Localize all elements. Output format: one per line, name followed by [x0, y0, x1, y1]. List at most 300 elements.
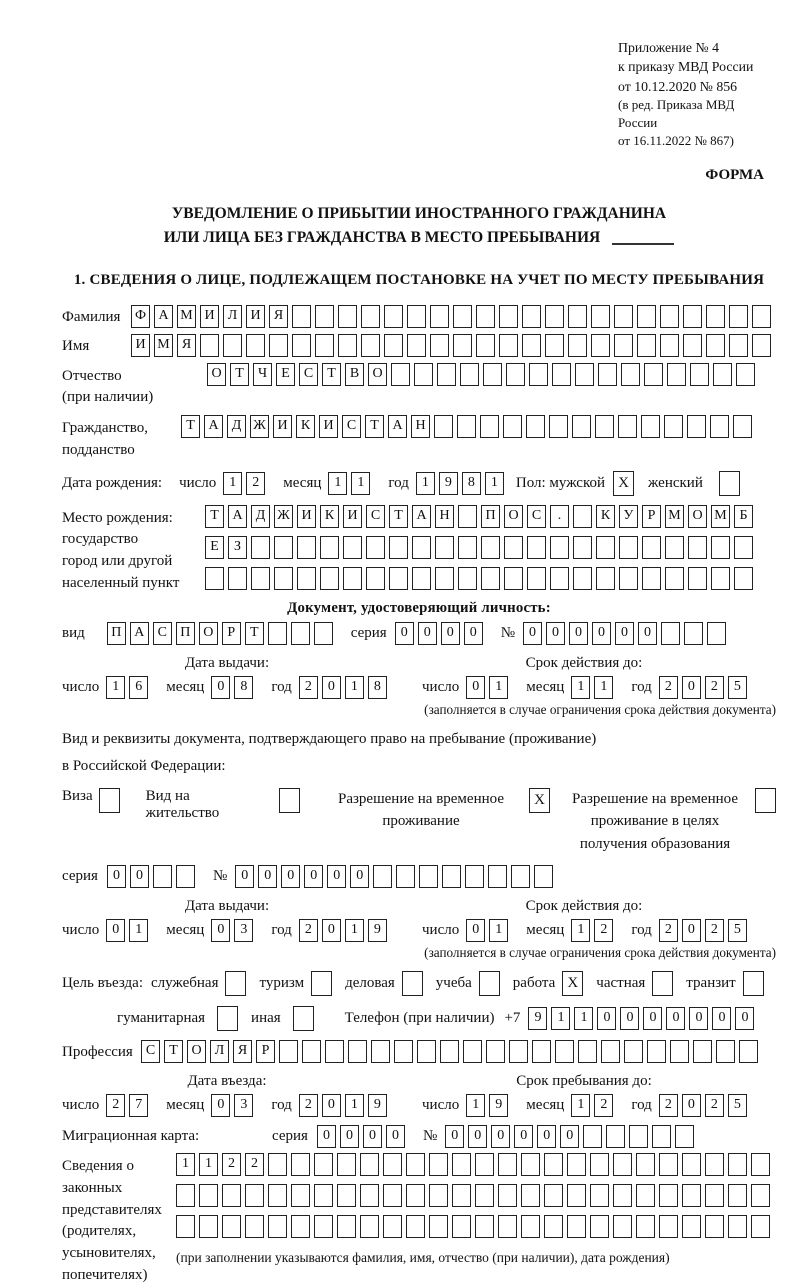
char-cell[interactable] — [498, 1215, 517, 1238]
char-cell[interactable] — [442, 865, 461, 888]
char-cell[interactable] — [613, 1153, 632, 1176]
char-cell[interactable]: 5 — [728, 1094, 747, 1117]
char-cell[interactable] — [457, 415, 476, 438]
char-cell[interactable] — [314, 1215, 333, 1238]
char-cell[interactable]: А — [228, 505, 247, 528]
char-cell[interactable] — [521, 1153, 540, 1176]
char-cell[interactable] — [499, 305, 518, 328]
char-cell[interactable]: 2 — [659, 676, 678, 699]
char-cell[interactable]: 0 — [712, 1007, 731, 1030]
char-cell[interactable] — [527, 567, 546, 590]
char-cell[interactable] — [661, 622, 680, 645]
char-cell[interactable]: 1 — [176, 1153, 195, 1176]
char-cell[interactable] — [245, 1215, 264, 1238]
char-cell[interactable] — [751, 1184, 770, 1207]
char-cell[interactable]: 1 — [571, 1094, 590, 1117]
char-cell[interactable]: 2 — [594, 919, 613, 942]
char-cell[interactable] — [642, 536, 661, 559]
char-cell[interactable]: 1 — [351, 472, 370, 495]
char-cell[interactable] — [687, 415, 706, 438]
char-cell[interactable]: 1 — [129, 919, 148, 942]
char-cell[interactable] — [222, 1215, 241, 1238]
char-cell[interactable]: К — [296, 415, 315, 438]
char-cell[interactable]: О — [187, 1040, 206, 1063]
char-cell[interactable] — [504, 536, 523, 559]
char-cell[interactable]: 0 — [317, 1125, 336, 1148]
char-cell[interactable]: С — [527, 505, 546, 528]
char-cell[interactable] — [371, 1040, 390, 1063]
residence-permit-checkbox[interactable] — [279, 788, 300, 813]
char-cell[interactable] — [414, 363, 433, 386]
char-cell[interactable]: 0 — [281, 865, 300, 888]
char-cell[interactable]: 0 — [682, 919, 701, 942]
char-cell[interactable]: Б — [734, 505, 753, 528]
char-cell[interactable] — [360, 1153, 379, 1176]
char-cell[interactable] — [406, 1215, 425, 1238]
char-cell[interactable]: Д — [227, 415, 246, 438]
char-cell[interactable]: 0 — [258, 865, 277, 888]
char-cell[interactable]: С — [366, 505, 385, 528]
char-cell[interactable] — [683, 305, 702, 328]
char-cell[interactable] — [606, 1125, 625, 1148]
char-cell[interactable] — [544, 1215, 563, 1238]
char-cell[interactable] — [406, 1153, 425, 1176]
char-cell[interactable] — [752, 305, 771, 328]
char-cell[interactable]: Ж — [274, 505, 293, 528]
char-cell[interactable]: 2 — [659, 1094, 678, 1117]
char-cell[interactable]: 0 — [638, 622, 657, 645]
char-cell[interactable] — [407, 334, 426, 357]
char-cell[interactable]: 1 — [345, 919, 364, 942]
purpose-official-checkbox[interactable] — [225, 971, 246, 996]
char-cell[interactable]: М — [711, 505, 730, 528]
char-cell[interactable]: 9 — [489, 1094, 508, 1117]
char-cell[interactable]: 0 — [560, 1125, 579, 1148]
char-cell[interactable] — [453, 334, 472, 357]
char-cell[interactable] — [268, 1215, 287, 1238]
char-cell[interactable] — [480, 415, 499, 438]
char-cell[interactable] — [384, 305, 403, 328]
char-cell[interactable] — [729, 334, 748, 357]
char-cell[interactable]: 0 — [523, 622, 542, 645]
char-cell[interactable] — [292, 305, 311, 328]
char-cell[interactable] — [591, 305, 610, 328]
char-cell[interactable] — [315, 334, 334, 357]
char-cell[interactable]: 0 — [350, 865, 369, 888]
char-cell[interactable] — [251, 536, 270, 559]
char-cell[interactable] — [682, 1153, 701, 1176]
char-cell[interactable]: 0 — [466, 919, 485, 942]
char-cell[interactable] — [475, 1184, 494, 1207]
char-cell[interactable] — [297, 567, 316, 590]
char-cell[interactable]: 1 — [199, 1153, 218, 1176]
char-cell[interactable] — [706, 305, 725, 328]
char-cell[interactable] — [642, 567, 661, 590]
char-cell[interactable] — [526, 415, 545, 438]
char-cell[interactable]: И — [200, 305, 219, 328]
char-cell[interactable] — [337, 1215, 356, 1238]
char-cell[interactable] — [532, 1040, 551, 1063]
char-cell[interactable] — [268, 622, 287, 645]
char-cell[interactable] — [667, 363, 686, 386]
char-cell[interactable] — [637, 334, 656, 357]
char-cell[interactable] — [590, 1215, 609, 1238]
char-cell[interactable]: С — [153, 622, 172, 645]
char-cell[interactable]: . — [550, 505, 569, 528]
char-cell[interactable]: Л — [223, 305, 242, 328]
char-cell[interactable] — [568, 305, 587, 328]
char-cell[interactable] — [728, 1215, 747, 1238]
char-cell[interactable] — [274, 536, 293, 559]
char-cell[interactable]: 5 — [728, 676, 747, 699]
char-cell[interactable]: 0 — [130, 865, 149, 888]
char-cell[interactable]: 7 — [129, 1094, 148, 1117]
char-cell[interactable]: 0 — [597, 1007, 616, 1030]
char-cell[interactable] — [338, 305, 357, 328]
char-cell[interactable] — [476, 334, 495, 357]
char-cell[interactable] — [302, 1040, 321, 1063]
char-cell[interactable]: О — [199, 622, 218, 645]
char-cell[interactable] — [394, 1040, 413, 1063]
char-cell[interactable] — [486, 1040, 505, 1063]
char-cell[interactable] — [728, 1153, 747, 1176]
purpose-transit-checkbox[interactable] — [743, 971, 764, 996]
char-cell[interactable] — [652, 1125, 671, 1148]
char-cell[interactable] — [429, 1215, 448, 1238]
temp-residence-education-checkbox[interactable] — [755, 788, 776, 813]
char-cell[interactable]: 8 — [368, 676, 387, 699]
char-cell[interactable]: 1 — [551, 1007, 570, 1030]
char-cell[interactable]: С — [141, 1040, 160, 1063]
char-cell[interactable]: 2 — [245, 1153, 264, 1176]
char-cell[interactable] — [246, 334, 265, 357]
char-cell[interactable] — [734, 567, 753, 590]
char-cell[interactable]: 0 — [441, 622, 460, 645]
char-cell[interactable] — [314, 1184, 333, 1207]
char-cell[interactable] — [245, 1184, 264, 1207]
char-cell[interactable] — [682, 1215, 701, 1238]
char-cell[interactable]: Я — [177, 334, 196, 357]
char-cell[interactable]: 0 — [235, 865, 254, 888]
char-cell[interactable] — [729, 305, 748, 328]
char-cell[interactable]: 0 — [304, 865, 323, 888]
char-cell[interactable]: 0 — [546, 622, 565, 645]
char-cell[interactable] — [688, 567, 707, 590]
char-cell[interactable]: О — [207, 363, 226, 386]
char-cell[interactable] — [544, 1153, 563, 1176]
char-cell[interactable]: 0 — [537, 1125, 556, 1148]
char-cell[interactable] — [338, 334, 357, 357]
char-cell[interactable]: М — [177, 305, 196, 328]
char-cell[interactable] — [429, 1184, 448, 1207]
char-cell[interactable] — [460, 363, 479, 386]
char-cell[interactable]: 3 — [234, 919, 253, 942]
char-cell[interactable] — [429, 1153, 448, 1176]
char-cell[interactable]: 5 — [728, 919, 747, 942]
char-cell[interactable] — [568, 334, 587, 357]
char-cell[interactable] — [529, 363, 548, 386]
char-cell[interactable] — [291, 1215, 310, 1238]
char-cell[interactable] — [567, 1184, 586, 1207]
char-cell[interactable]: 2 — [222, 1153, 241, 1176]
char-cell[interactable] — [636, 1215, 655, 1238]
char-cell[interactable] — [660, 305, 679, 328]
char-cell[interactable]: 0 — [464, 622, 483, 645]
char-cell[interactable] — [223, 334, 242, 357]
char-cell[interactable] — [572, 415, 591, 438]
char-cell[interactable] — [251, 567, 270, 590]
char-cell[interactable] — [268, 1153, 287, 1176]
char-cell[interactable]: Н — [411, 415, 430, 438]
char-cell[interactable] — [435, 536, 454, 559]
char-cell[interactable]: 0 — [592, 622, 611, 645]
char-cell[interactable] — [373, 865, 392, 888]
char-cell[interactable] — [573, 505, 592, 528]
char-cell[interactable]: 0 — [211, 919, 230, 942]
char-cell[interactable] — [736, 363, 755, 386]
char-cell[interactable] — [458, 536, 477, 559]
char-cell[interactable] — [684, 622, 703, 645]
char-cell[interactable] — [481, 567, 500, 590]
char-cell[interactable] — [498, 1184, 517, 1207]
char-cell[interactable] — [545, 305, 564, 328]
char-cell[interactable]: 0 — [327, 865, 346, 888]
char-cell[interactable]: 1 — [466, 1094, 485, 1117]
char-cell[interactable] — [503, 415, 522, 438]
char-cell[interactable]: 0 — [395, 622, 414, 645]
char-cell[interactable] — [383, 1153, 402, 1176]
char-cell[interactable] — [573, 567, 592, 590]
char-cell[interactable]: 1 — [345, 676, 364, 699]
char-cell[interactable] — [683, 334, 702, 357]
char-cell[interactable] — [751, 1215, 770, 1238]
char-cell[interactable]: 1 — [345, 1094, 364, 1117]
char-cell[interactable]: Н — [435, 505, 454, 528]
char-cell[interactable] — [664, 415, 683, 438]
char-cell[interactable] — [613, 1215, 632, 1238]
char-cell[interactable] — [407, 305, 426, 328]
char-cell[interactable] — [488, 865, 507, 888]
char-cell[interactable] — [315, 305, 334, 328]
char-cell[interactable] — [458, 567, 477, 590]
char-cell[interactable]: Т — [181, 415, 200, 438]
char-cell[interactable]: Е — [205, 536, 224, 559]
char-cell[interactable] — [498, 1153, 517, 1176]
sex-male-checkbox[interactable]: X — [613, 471, 634, 496]
char-cell[interactable] — [567, 1215, 586, 1238]
char-cell[interactable]: А — [412, 505, 431, 528]
char-cell[interactable] — [614, 334, 633, 357]
char-cell[interactable]: Т — [389, 505, 408, 528]
char-cell[interactable]: 0 — [418, 622, 437, 645]
char-cell[interactable]: Р — [222, 622, 241, 645]
char-cell[interactable] — [522, 334, 541, 357]
char-cell[interactable] — [320, 567, 339, 590]
char-cell[interactable]: 9 — [439, 472, 458, 495]
char-cell[interactable] — [621, 363, 640, 386]
char-cell[interactable] — [452, 1184, 471, 1207]
char-cell[interactable] — [705, 1153, 724, 1176]
char-cell[interactable] — [521, 1215, 540, 1238]
char-cell[interactable] — [601, 1040, 620, 1063]
char-cell[interactable] — [475, 1215, 494, 1238]
char-cell[interactable]: И — [273, 415, 292, 438]
char-cell[interactable]: Ж — [250, 415, 269, 438]
char-cell[interactable] — [437, 363, 456, 386]
char-cell[interactable] — [598, 363, 617, 386]
char-cell[interactable]: М — [154, 334, 173, 357]
char-cell[interactable] — [440, 1040, 459, 1063]
char-cell[interactable] — [675, 1125, 694, 1148]
char-cell[interactable] — [578, 1040, 597, 1063]
visa-checkbox[interactable] — [99, 788, 120, 813]
purpose-other-checkbox[interactable] — [293, 1006, 314, 1031]
char-cell[interactable]: Т — [245, 622, 264, 645]
char-cell[interactable]: 0 — [363, 1125, 382, 1148]
char-cell[interactable] — [506, 363, 525, 386]
char-cell[interactable] — [636, 1184, 655, 1207]
char-cell[interactable] — [417, 1040, 436, 1063]
char-cell[interactable]: Я — [269, 305, 288, 328]
char-cell[interactable]: Л — [210, 1040, 229, 1063]
char-cell[interactable] — [435, 567, 454, 590]
char-cell[interactable] — [596, 536, 615, 559]
char-cell[interactable]: Р — [256, 1040, 275, 1063]
char-cell[interactable]: 2 — [659, 919, 678, 942]
char-cell[interactable] — [534, 865, 553, 888]
char-cell[interactable] — [590, 1184, 609, 1207]
char-cell[interactable] — [291, 622, 310, 645]
char-cell[interactable] — [360, 1184, 379, 1207]
char-cell[interactable] — [383, 1184, 402, 1207]
char-cell[interactable] — [430, 334, 449, 357]
char-cell[interactable]: 0 — [386, 1125, 405, 1148]
char-cell[interactable] — [734, 536, 753, 559]
char-cell[interactable] — [522, 305, 541, 328]
char-cell[interactable] — [636, 1153, 655, 1176]
char-cell[interactable] — [320, 536, 339, 559]
char-cell[interactable] — [552, 363, 571, 386]
char-cell[interactable]: Р — [642, 505, 661, 528]
char-cell[interactable] — [419, 865, 438, 888]
char-cell[interactable] — [452, 1215, 471, 1238]
char-cell[interactable] — [573, 536, 592, 559]
char-cell[interactable]: 0 — [466, 676, 485, 699]
char-cell[interactable] — [511, 865, 530, 888]
char-cell[interactable]: 0 — [735, 1007, 754, 1030]
char-cell[interactable] — [453, 305, 472, 328]
char-cell[interactable] — [200, 334, 219, 357]
char-cell[interactable] — [688, 536, 707, 559]
char-cell[interactable] — [545, 334, 564, 357]
char-cell[interactable] — [389, 567, 408, 590]
char-cell[interactable] — [396, 865, 415, 888]
char-cell[interactable]: 0 — [106, 919, 125, 942]
char-cell[interactable] — [199, 1184, 218, 1207]
purpose-business-checkbox[interactable] — [402, 971, 423, 996]
char-cell[interactable]: Т — [164, 1040, 183, 1063]
char-cell[interactable] — [463, 1040, 482, 1063]
char-cell[interactable]: 0 — [491, 1125, 510, 1148]
char-cell[interactable] — [176, 1184, 195, 1207]
char-cell[interactable]: 9 — [368, 919, 387, 942]
char-cell[interactable] — [269, 334, 288, 357]
char-cell[interactable] — [713, 363, 732, 386]
char-cell[interactable] — [458, 505, 477, 528]
char-cell[interactable]: А — [204, 415, 223, 438]
char-cell[interactable]: 0 — [445, 1125, 464, 1148]
char-cell[interactable] — [476, 305, 495, 328]
char-cell[interactable] — [595, 415, 614, 438]
char-cell[interactable]: П — [107, 622, 126, 645]
char-cell[interactable] — [205, 567, 224, 590]
purpose-tourism-checkbox[interactable] — [311, 971, 332, 996]
char-cell[interactable]: 0 — [615, 622, 634, 645]
char-cell[interactable] — [659, 1215, 678, 1238]
char-cell[interactable] — [705, 1184, 724, 1207]
char-cell[interactable] — [412, 536, 431, 559]
char-cell[interactable] — [710, 415, 729, 438]
char-cell[interactable]: 1 — [106, 676, 125, 699]
char-cell[interactable] — [733, 415, 752, 438]
char-cell[interactable] — [509, 1040, 528, 1063]
char-cell[interactable]: 0 — [322, 676, 341, 699]
char-cell[interactable]: 0 — [107, 865, 126, 888]
char-cell[interactable]: Д — [251, 505, 270, 528]
char-cell[interactable] — [590, 1153, 609, 1176]
char-cell[interactable] — [555, 1040, 574, 1063]
char-cell[interactable]: 8 — [234, 676, 253, 699]
char-cell[interactable] — [481, 536, 500, 559]
char-cell[interactable] — [292, 334, 311, 357]
char-cell[interactable] — [751, 1153, 770, 1176]
char-cell[interactable] — [752, 334, 771, 357]
char-cell[interactable]: 0 — [211, 676, 230, 699]
char-cell[interactable]: Е — [276, 363, 295, 386]
char-cell[interactable] — [504, 567, 523, 590]
char-cell[interactable]: 1 — [489, 676, 508, 699]
char-cell[interactable]: 0 — [514, 1125, 533, 1148]
char-cell[interactable]: В — [345, 363, 364, 386]
char-cell[interactable]: 1 — [574, 1007, 593, 1030]
char-cell[interactable] — [348, 1040, 367, 1063]
char-cell[interactable] — [389, 536, 408, 559]
char-cell[interactable]: А — [154, 305, 173, 328]
char-cell[interactable] — [706, 334, 725, 357]
char-cell[interactable]: С — [342, 415, 361, 438]
char-cell[interactable] — [279, 1040, 298, 1063]
char-cell[interactable] — [366, 536, 385, 559]
char-cell[interactable] — [637, 305, 656, 328]
purpose-study-checkbox[interactable] — [479, 971, 500, 996]
char-cell[interactable] — [619, 536, 638, 559]
char-cell[interactable]: 6 — [129, 676, 148, 699]
char-cell[interactable]: Т — [322, 363, 341, 386]
purpose-humanitarian-checkbox[interactable] — [217, 1006, 238, 1031]
char-cell[interactable]: 0 — [620, 1007, 639, 1030]
char-cell[interactable]: 1 — [223, 472, 242, 495]
char-cell[interactable] — [693, 1040, 712, 1063]
char-cell[interactable]: О — [688, 505, 707, 528]
char-cell[interactable]: 9 — [528, 1007, 547, 1030]
char-cell[interactable]: 0 — [569, 622, 588, 645]
char-cell[interactable]: И — [246, 305, 265, 328]
char-cell[interactable] — [567, 1153, 586, 1176]
char-cell[interactable] — [527, 536, 546, 559]
char-cell[interactable] — [619, 567, 638, 590]
char-cell[interactable]: 1 — [489, 919, 508, 942]
char-cell[interactable] — [361, 334, 380, 357]
